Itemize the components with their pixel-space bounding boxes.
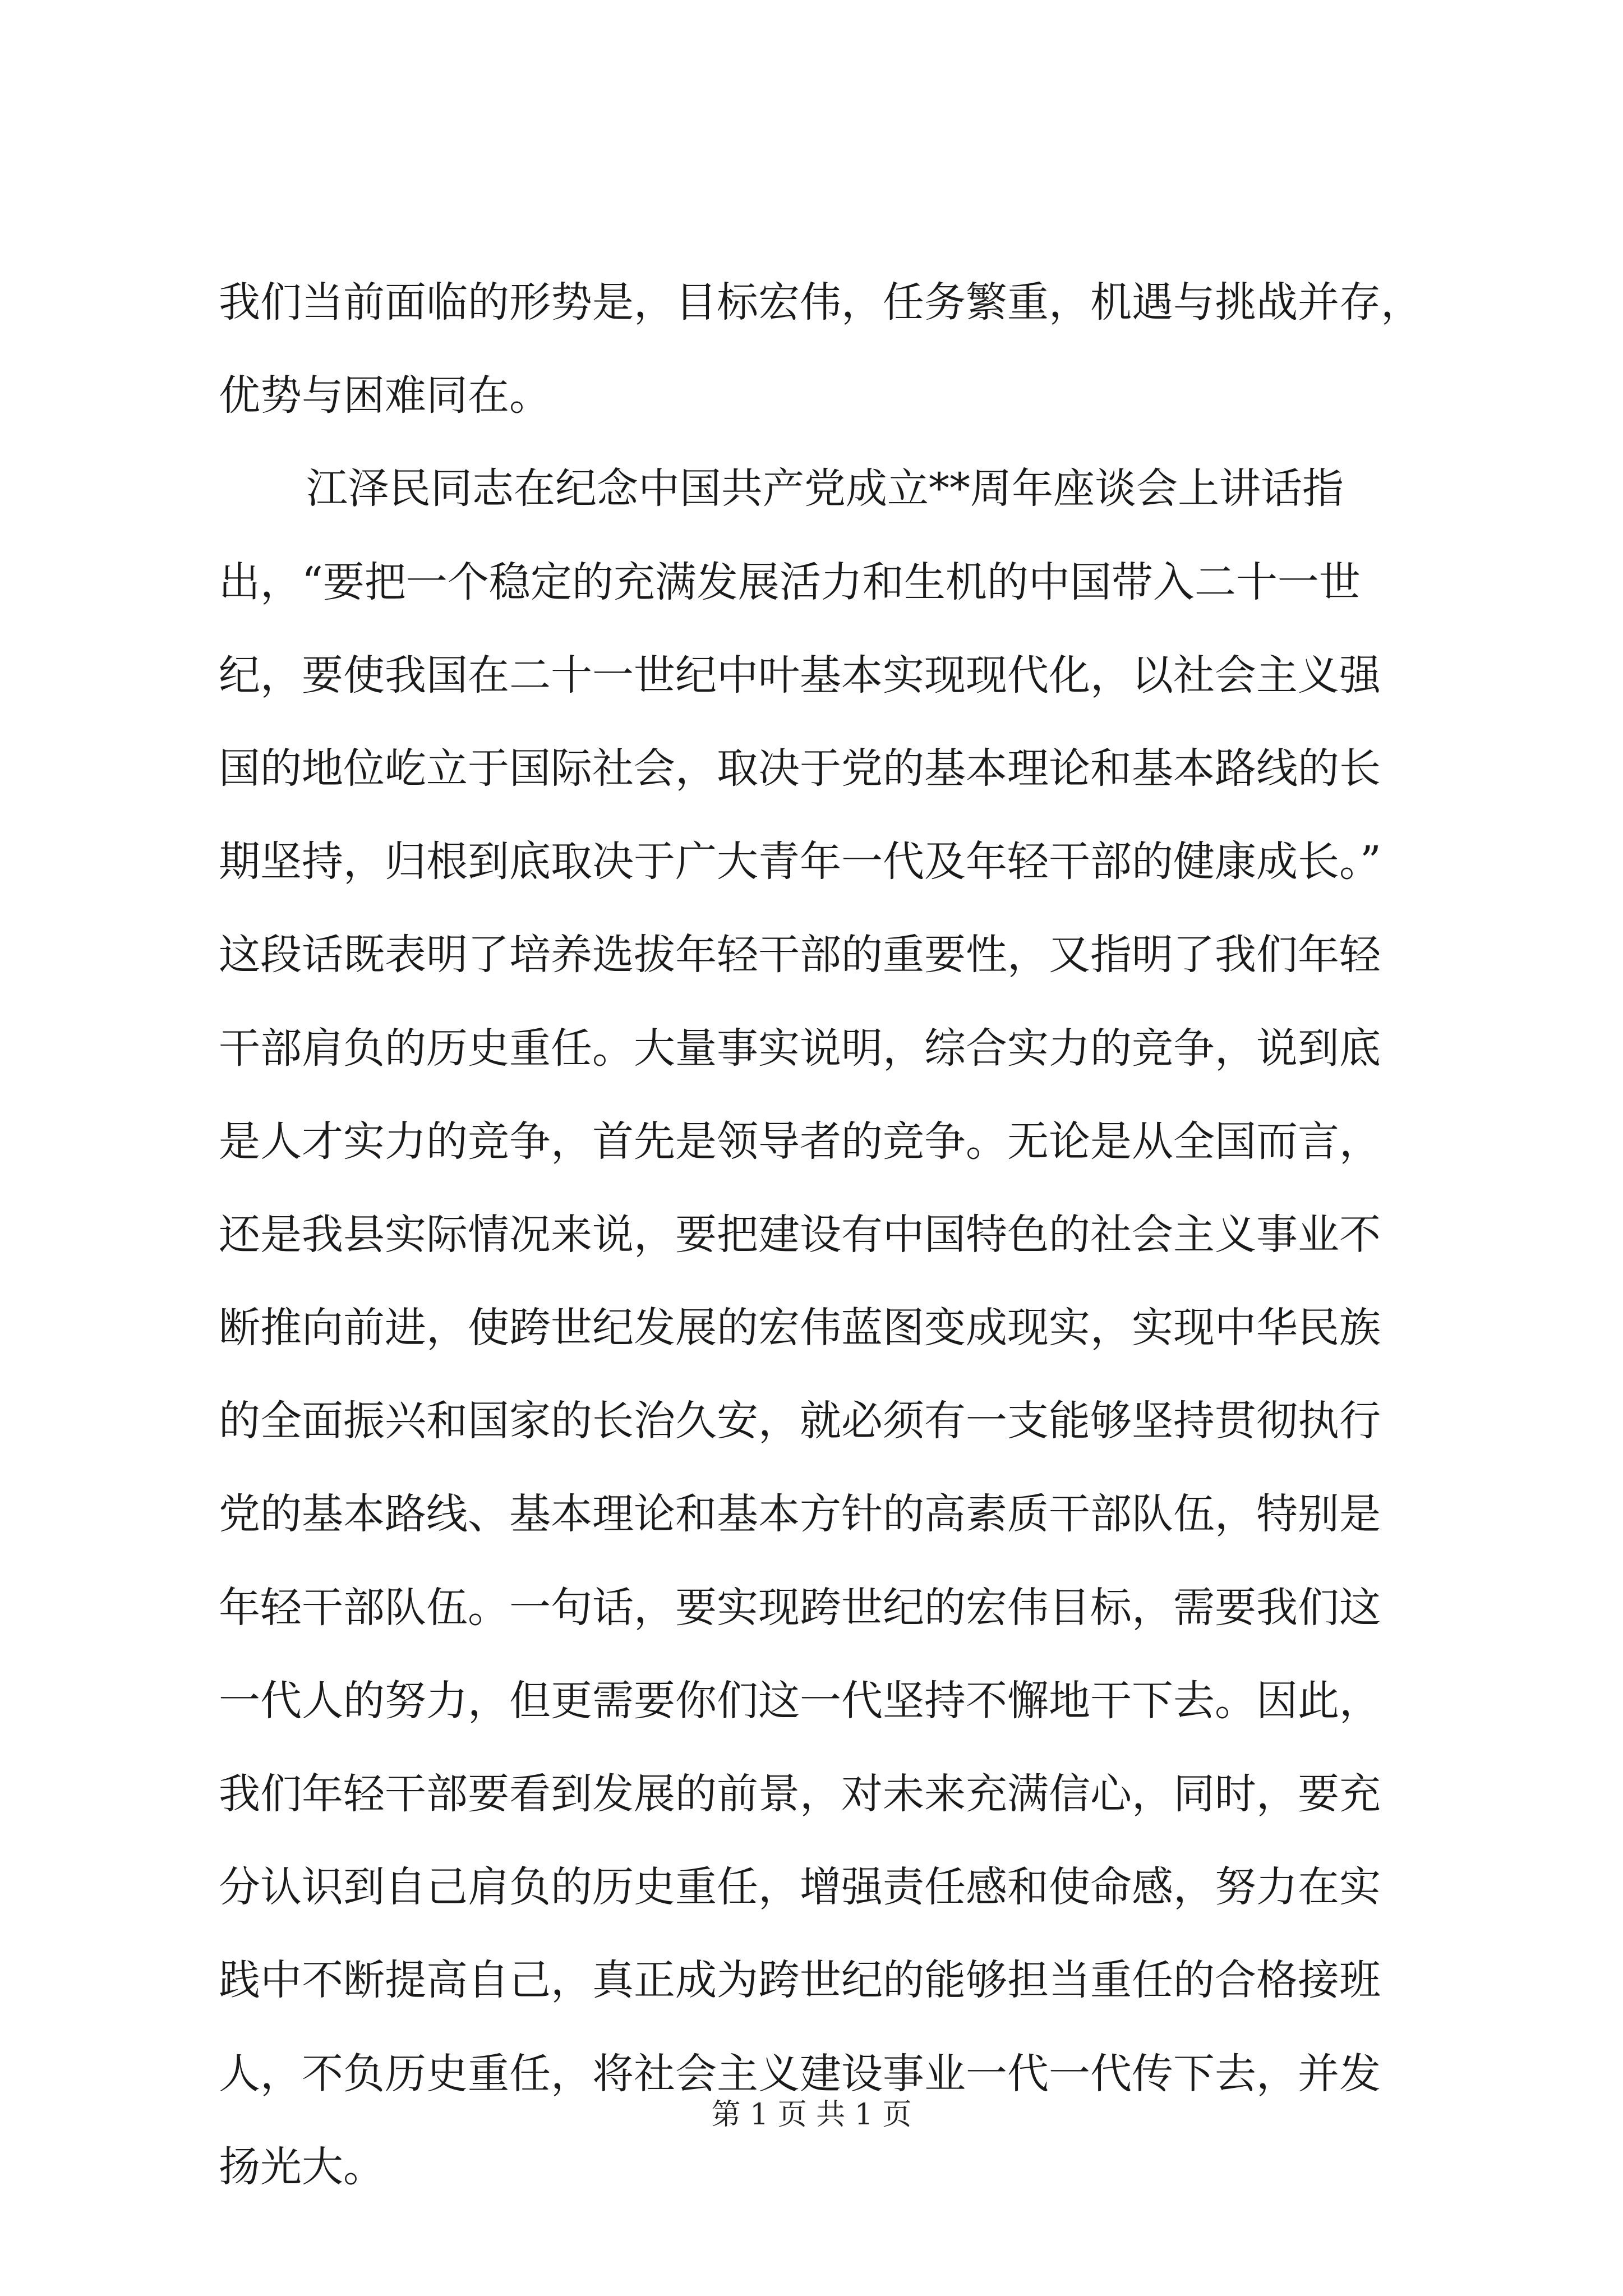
paragraph-line: 扬光大。: [219, 2142, 385, 2191]
paragraph-line: 还是我县实际情况来说，要把建设有中国特色的社会主义事业不: [219, 1210, 1381, 1259]
paragraph-line: 这段话既表明了培养选拔年轻干部的重要性，又指明了我们年轻: [219, 931, 1381, 979]
paragraph-line: 是人才实力的竞争，首先是领导者的竞争。无论是从全国而言，: [219, 1117, 1381, 1166]
paragraph-1: [219, 256, 1447, 442]
paragraph-line: 分认识到自己肩负的历史重任，增强责任感和使命感，努力在实: [219, 1863, 1381, 1912]
paragraph-line: 江泽民同志在纪念中国共产党成立**周年座谈会上讲话指: [306, 464, 1344, 513]
paragraph-line: 干部肩负的历史重任。大量事实说明，综合实力的竞争，说到底: [219, 1024, 1381, 1073]
paragraph-line: 纪，要使我国在二十一世纪中叶基本实现现代化，以社会主义强: [219, 651, 1381, 700]
paragraph-line: 党的基本路线、基本理论和基本方针的高素质干部队伍，特别是: [219, 1490, 1381, 1539]
paragraph-line: 出，“要把一个稳定的充满发展活力和生机的中国带入二十一世: [219, 558, 1361, 606]
paragraph-line: 我们当前面临的形势是，目标宏伟，任务繁重，机遇与挑战并存，: [219, 278, 1422, 326]
paragraph-2: [219, 442, 1447, 2214]
paragraph-line: 年轻干部队伍。一句话，要实现跨世纪的宏伟目标，需要我们这: [219, 1583, 1381, 1632]
paragraph-line: 国的地位屹立于国际社会，取决于党的基本理论和基本路线的长: [219, 744, 1381, 793]
paragraph-line: 一代人的努力，但更需要你们这一代坚持不懈地干下去。因此，: [219, 1676, 1381, 1725]
paragraph-line: 优势与困难同在。: [219, 371, 551, 420]
paragraph-line: 的全面振兴和国家的长治久安，就必须有一支能够坚持贯彻执行: [219, 1397, 1381, 1446]
paragraph-line: 期坚持，归根到底取决于广大青年一代及年轻干部的健康成长。”: [219, 838, 1381, 886]
paragraph-line: 践中不断提高自己，真正成为跨世纪的能够担当重任的合格接班: [219, 1956, 1381, 2005]
page-footer: 第 1 页 共 1 页: [711, 2098, 912, 2132]
paragraph-line: 人，不负历史重任，将社会主义建设事业一代一代传下去，并发: [219, 2049, 1381, 2098]
document-body: [219, 256, 1447, 2214]
paragraph-line: 断推向前进，使跨世纪发展的宏伟蓝图变成现实，实现中华民族: [219, 1304, 1381, 1352]
paragraph-line: 我们年轻干部要看到发展的前景，对未来充满信心，同时，要充: [219, 1770, 1381, 1818]
